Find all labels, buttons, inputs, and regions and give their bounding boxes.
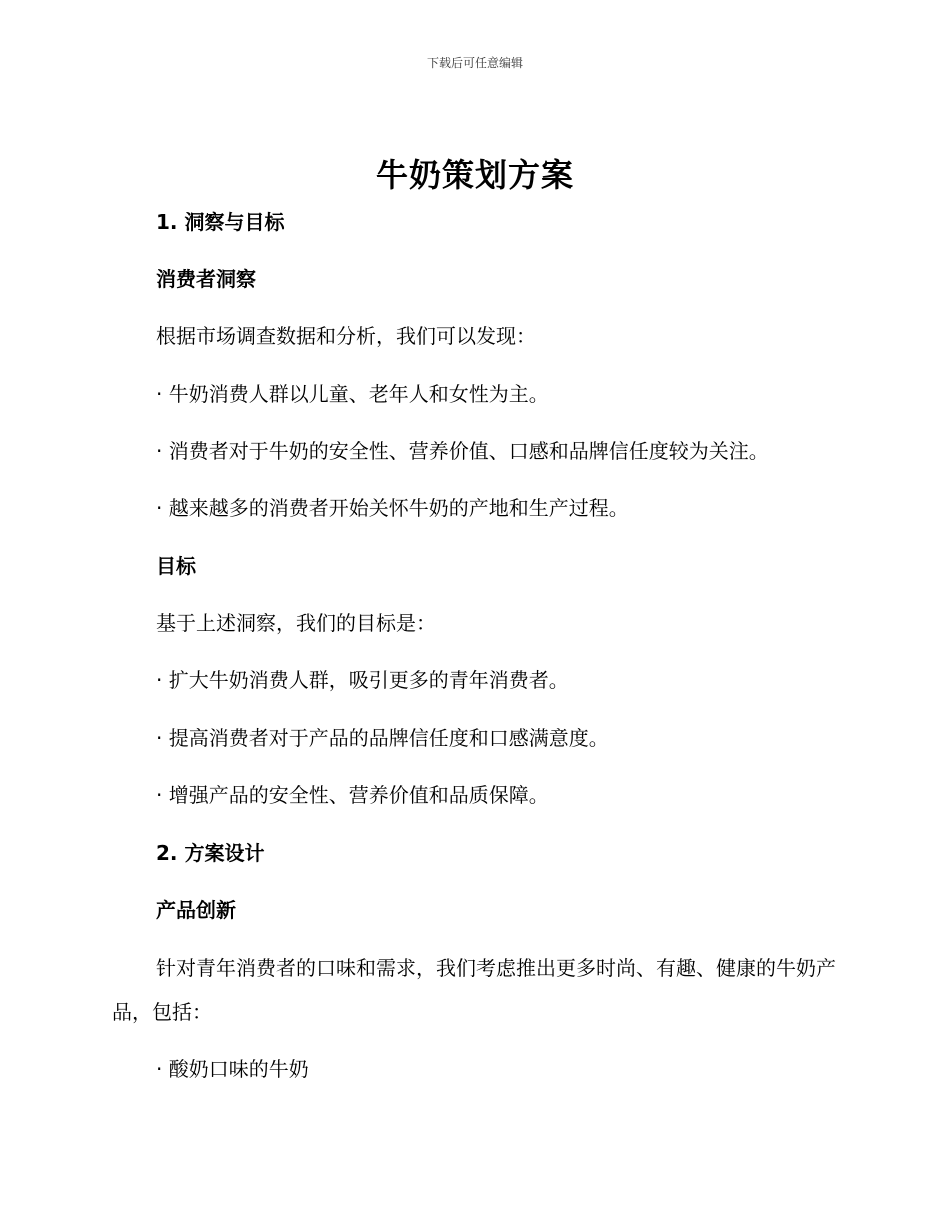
insight-point: · 牛奶消费人群以儿童、老年人和女性为主。 bbox=[156, 382, 549, 406]
section-heading-insight-goals: 1. 洞察与目标 bbox=[156, 210, 285, 234]
goal-point: · 扩大牛奶消费人群，吸引更多的青年消费者。 bbox=[156, 668, 569, 692]
subheading-consumer-insight: 消费者洞察 bbox=[156, 267, 256, 291]
insight-intro: 根据市场调查数据和分析，我们可以发现： bbox=[156, 324, 536, 348]
subheading-goals: 目标 bbox=[156, 554, 196, 578]
document-title: 牛奶策划方案 bbox=[375, 156, 574, 194]
insight-point: · 消费者对于牛奶的安全性、营养价值、口感和品牌信任度较为关注。 bbox=[156, 439, 769, 463]
subheading-product-innovation: 产品创新 bbox=[156, 898, 236, 922]
product-point: · 酸奶口味的牛奶 bbox=[156, 1057, 309, 1081]
goal-point: · 提高消费者对于产品的品牌信任度和口感满意度。 bbox=[156, 726, 609, 750]
product-paragraph: 针对青年消费者的口味和需求，我们考虑推出更多时尚、有趣、健康的牛奶产品，包括： bbox=[112, 956, 836, 1024]
header-note: 下载后可任意编辑 bbox=[426, 56, 523, 70]
goal-intro: 基于上述洞察，我们的目标是： bbox=[156, 611, 436, 635]
insight-point: · 越来越多的消费者开始关怀牛奶的产地和生产过程。 bbox=[156, 496, 629, 520]
section-heading-plan-design: 2. 方案设计 bbox=[156, 841, 265, 865]
goal-point: · 增强产品的安全性、营养价值和品质保障。 bbox=[156, 783, 549, 807]
